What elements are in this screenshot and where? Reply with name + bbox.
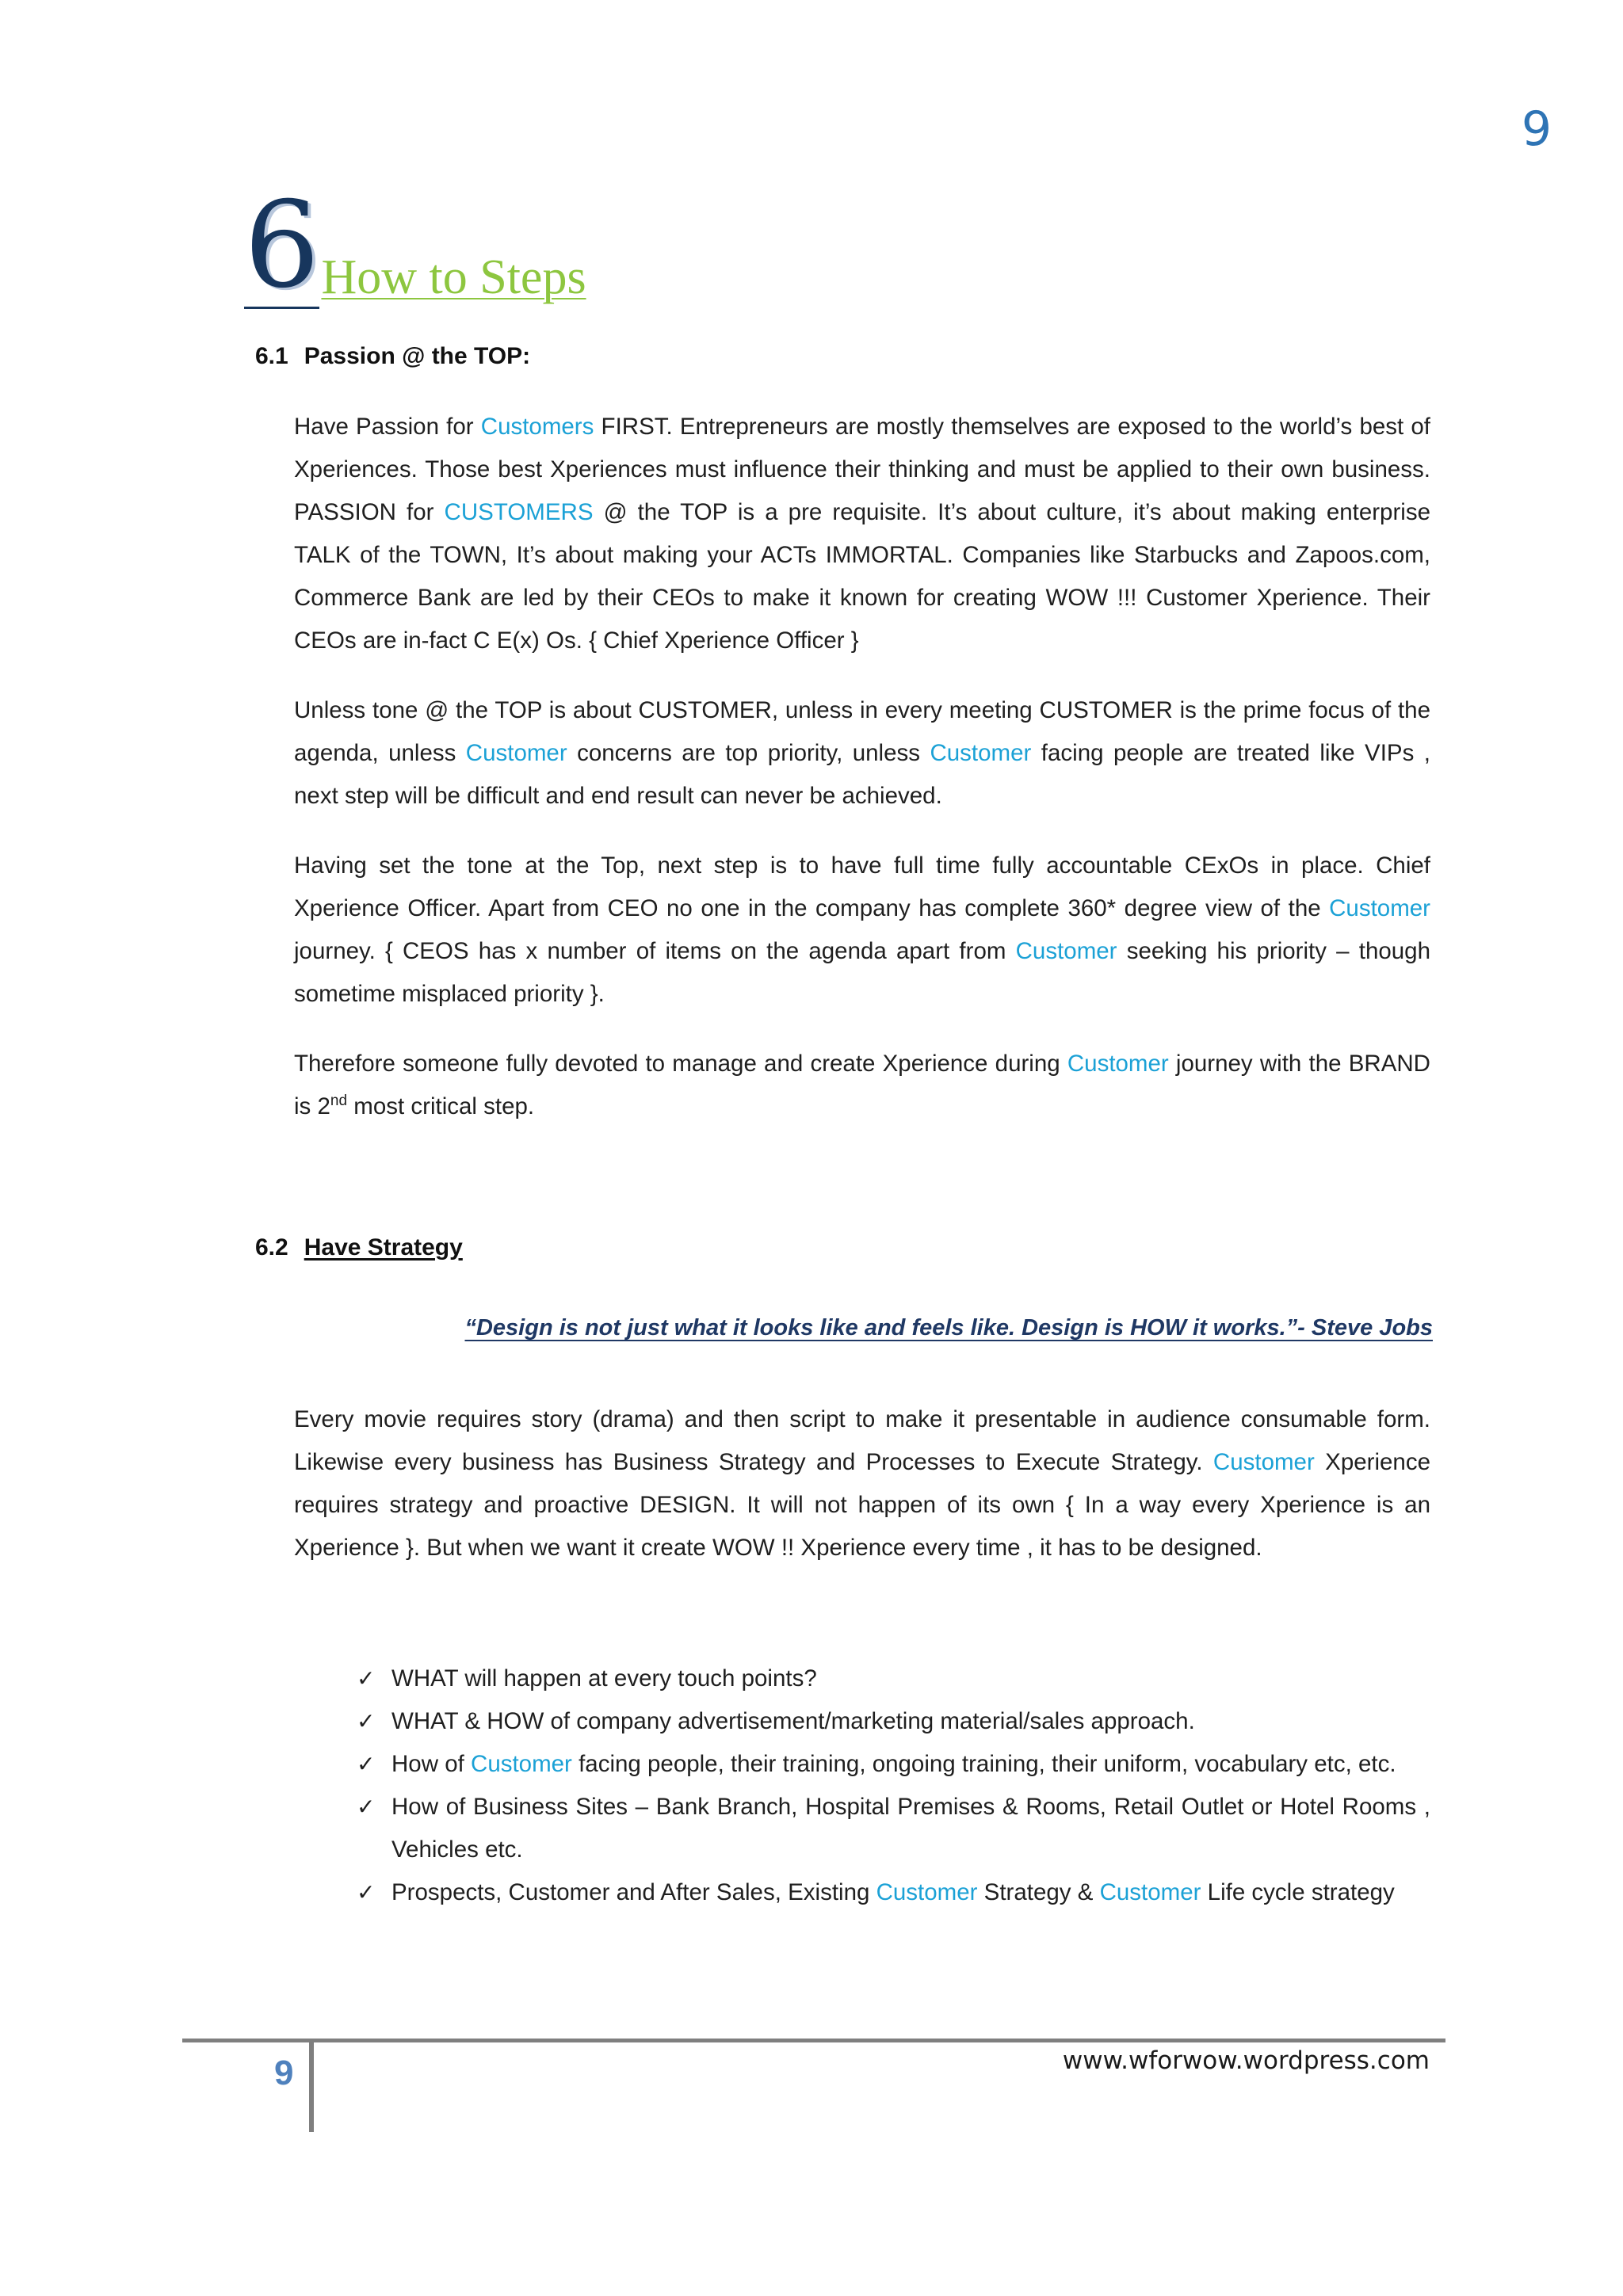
superscript: nd [330, 1093, 348, 1110]
strategy-checklist [357, 1657, 1430, 1914]
paragraph: Having set the tone at the Top, next step is to have full time fully accountable CExOs in place. Chief Xperience Officer. Apart from CEO no one in the company has complete 360* degree view of the Customer journey. { CEOS has x number of items on the agenda apart from Customer seeking his priority – though sometime misplaced priority }. [294, 852, 1430, 1007]
checklist-item: ✓ How of Customer facing people, their training, ongoing training, their uniform, vocabulary etc, etc. [357, 1743, 1430, 1786]
checklist-item: ✓ WHAT will happen at every touch points? [357, 1657, 1430, 1700]
footer-url: www.wforwow.wordpress.com [1062, 2046, 1430, 2075]
checklist-item: ✓ How of Business Sites – Bank Branch, Hospital Premises & Rooms, Retail Outlet or Hotel Rooms , Vehicles etc. [357, 1786, 1430, 1871]
section-title: Passion @ the TOP: [304, 343, 531, 369]
checklist-item: ✓ WHAT & HOW of company advertisement/marketing material/sales approach. [357, 1700, 1430, 1743]
checklist-item: ✓ Prospects, Customer and After Sales, Existing Customer Strategy & Customer Life cycle strategy [357, 1871, 1430, 1914]
customer-highlight: Customer [1067, 1051, 1169, 1077]
paragraph: Therefore someone fully devoted to manage and create Xperience during Customer journey with the BRAND is 2nd most critical step. [294, 1051, 1430, 1119]
footer-vertical-divider [309, 2039, 314, 2132]
section-heading-6-1 [255, 343, 530, 370]
footer-page-number: 9 [274, 2054, 294, 2092]
chapter-number: 6 [244, 177, 320, 315]
footer-divider [182, 2039, 1445, 2042]
check-mark-icon: ✓ [357, 1708, 376, 1734]
steve-jobs-quote: “Design is not just what it looks like and feels like. Design is HOW it works.”- Steve Jobs [464, 1315, 1433, 1341]
paragraph: Every movie requires story (drama) and then script to make it presentable in audience consumable form. Likewise every business has Business Strategy and Processes to Execute Strategy. Customer Xperience requires strategy and proactive DESIGN. It will not happen of its own { In a way every Xperience is an Xperience }. But when we want it create WOW !! Xperience every time , it has to be designed. [294, 1406, 1430, 1561]
check-mark-icon: ✓ [357, 1751, 376, 1777]
customer-highlight: Customer [1329, 895, 1430, 921]
customer-highlight: CUSTOMERS [444, 499, 594, 525]
customer-highlight: Customer [1099, 1879, 1201, 1905]
customer-highlight: Customer [930, 740, 1032, 766]
section-heading-6-2 [255, 1234, 463, 1261]
section-title: Have Strategy [304, 1234, 463, 1261]
section-6-1-body [294, 406, 1430, 1128]
chapter-heading [244, 177, 586, 315]
check-mark-icon: ✓ [357, 1794, 376, 1820]
check-mark-icon: ✓ [357, 1879, 376, 1905]
section-number: 6.1 [255, 343, 288, 369]
customer-highlight: Customer [465, 740, 567, 766]
customer-highlight: Customer [471, 1751, 572, 1777]
customer-highlight: Customer [1212, 1449, 1315, 1475]
paragraph: Have Passion for Customers FIRST. Entrepreneurs are mostly themselves are exposed to the world’s best of Xperiences. Those best Xperiences must influence their thinking and must be applied to their own business. PASSION for CUSTOMERS @ the TOP is a pre requisite. It’s about culture, it’s about making enterprise TALK of the TOWN, It’s about making your ACTs IMMORTAL. Companies like Starbucks and Zapoos.com, Commerce Bank are led by their CEOs to make it known for creating WOW !!! Customer Xperience. Their CEOs are in-fact C E(x) Os. { Chief Xperience Officer } [294, 414, 1430, 654]
header-page-number: 9 [1521, 101, 1552, 157]
customer-highlight: Customer [876, 1879, 978, 1905]
section-6-2-body [294, 1398, 1430, 1569]
customer-highlight: Customer [1015, 938, 1117, 964]
paragraph: Unless tone @ the TOP is about CUSTOMER, unless in every meeting CUSTOMER is the prime focus of the agenda, unless Customer concerns are top priority, unless Customer facing people are treated like VIPs , next step will be difficult and end result can never be achieved. [294, 697, 1430, 809]
section-number: 6.2 [255, 1234, 288, 1261]
check-mark-icon: ✓ [357, 1665, 376, 1691]
customer-highlight: Customers [480, 414, 594, 440]
chapter-title: How to Steps [321, 250, 586, 304]
